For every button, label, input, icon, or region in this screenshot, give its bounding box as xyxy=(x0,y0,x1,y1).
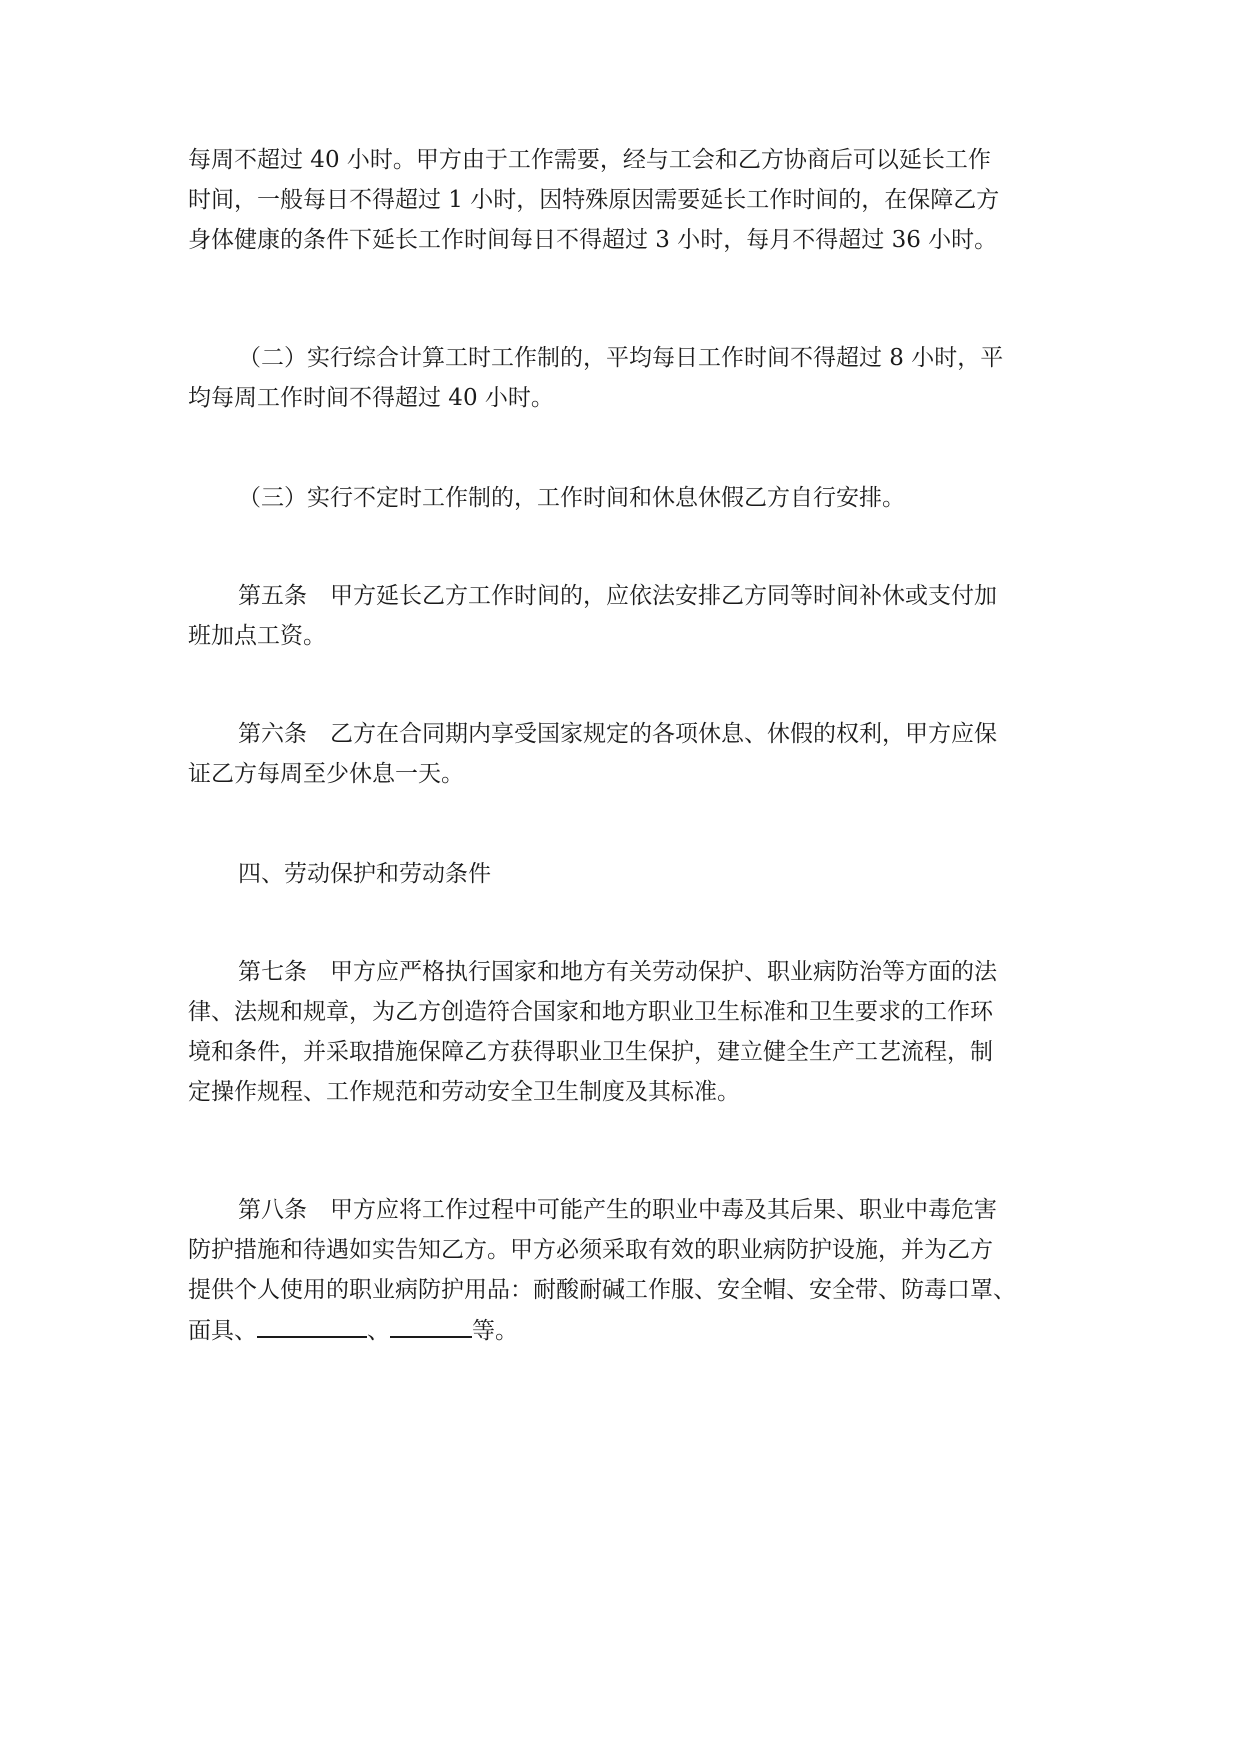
paragraph-article-7 xyxy=(188,952,1104,992)
text-line: 第八条 甲方应将工作过程中可能产生的职业中毒及其后果、职业中毒危害 xyxy=(238,1197,997,1223)
paragraph-comprehensive-hours xyxy=(188,338,1104,378)
paragraph-working-hours-limit xyxy=(188,140,1054,260)
paragraph-article-8 xyxy=(188,1190,1104,1230)
text-fragment: 面具、 xyxy=(188,1318,257,1344)
text-line: 第七条 甲方应严格执行国家和地方有关劳动保护、职业病防治等方面的法 xyxy=(238,959,997,985)
paragraph-article-8-cont xyxy=(188,1230,1054,1350)
paragraph-article-7-cont xyxy=(188,992,1054,1112)
paragraph-comprehensive-hours-cont xyxy=(188,378,1054,418)
text-line: 定操作规程、工作规范和劳动安全卫生制度及其标准。 xyxy=(188,1079,740,1105)
text-line: 每周不超过 40 小时。甲方由于工作需要，经与工会和乙方协商后可以延长工作 xyxy=(188,147,991,173)
paragraph-article-6 xyxy=(188,714,1104,754)
text-line: 均每周工作时间不得超过 40 小时。 xyxy=(188,385,554,411)
section-heading: 四、劳动保护和劳动条件 xyxy=(238,861,491,887)
fill-in-blank[interactable] xyxy=(257,1310,367,1338)
text-line: 境和条件，并采取措施保障乙方获得职业卫生保护，建立健全生产工艺流程，制 xyxy=(188,1039,993,1065)
text-line: 班加点工资。 xyxy=(188,623,326,649)
text-line: 时间，一般每日不得超过 1 小时，因特殊原因需要延长工作时间的，在保障乙方 xyxy=(188,187,1000,213)
paragraph-article-5 xyxy=(188,576,1104,616)
text-line: 证乙方每周至少休息一天。 xyxy=(188,761,464,787)
text-line: （三）实行不定时工作制的，工作时间和休息休假乙方自行安排。 xyxy=(238,485,905,511)
text-line: 律、法规和规章，为乙方创造符合国家和地方职业卫生标准和卫生要求的工作环 xyxy=(188,999,993,1025)
section-heading-labor-protection xyxy=(188,854,1104,894)
text-line: 第五条 甲方延长乙方工作时间的，应依法安排乙方同等时间补休或支付加 xyxy=(238,583,997,609)
text-line: 身体健康的条件下延长工作时间每日不得超过 3 小时，每月不得超过 36 小时。 xyxy=(188,227,998,253)
text-line: 第六条 乙方在合同期内享受国家规定的各项休息、休假的权利，甲方应保 xyxy=(238,721,997,747)
fill-in-blank[interactable] xyxy=(390,1310,472,1338)
paragraph-article-6-cont xyxy=(188,754,1054,794)
text-line: （二）实行综合计算工时工作制的，平均每日工作时间不得超过 8 小时，平 xyxy=(238,345,1004,371)
text-line: 防护措施和待遇如实告知乙方。甲方必须采取有效的职业病防护设施，并为乙方 xyxy=(188,1237,993,1263)
paragraph-article-5-cont xyxy=(188,616,1054,656)
text-line: 提供个人使用的职业病防护用品：耐酸耐碱工作服、安全帽、安全带、防毒口罩、 xyxy=(188,1277,1016,1303)
text-fragment: 等。 xyxy=(472,1318,518,1344)
paragraph-flexible-hours xyxy=(188,478,1104,518)
text-line-with-blanks xyxy=(188,1310,1054,1350)
text-fragment: 、 xyxy=(367,1318,390,1344)
